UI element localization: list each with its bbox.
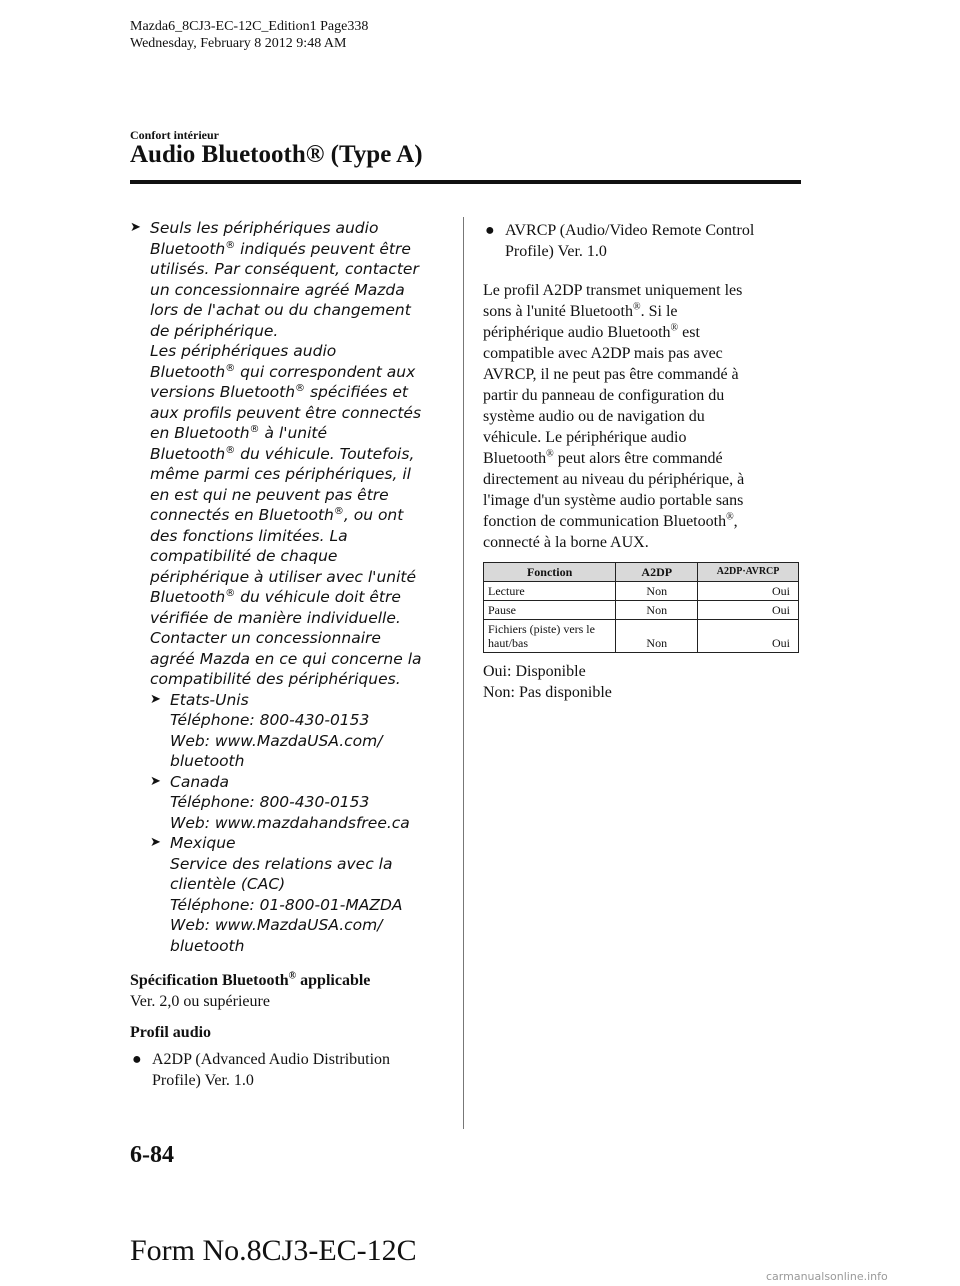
- table-cell: Fichiers (piste) vers le haut/bas: [484, 620, 616, 653]
- title-rule: [130, 180, 801, 184]
- para-line: AVRCP, il ne peut pas être commandé à: [483, 366, 739, 383]
- page-number: 6-84: [130, 1142, 174, 1168]
- para-line: système audio ou de navigation du: [483, 408, 705, 425]
- note-line: des fonctions limitées. La: [150, 526, 348, 545]
- arrow-right-icon: ➤: [150, 835, 161, 850]
- note-line: Contacter un concessionnaire: [150, 629, 381, 647]
- note-line: utilisés. Par conséquent, contacter: [150, 260, 419, 278]
- note-line: Seuls les périphériques audio: [150, 219, 379, 237]
- contact-line: Web: www.MazdaUSA.com/: [170, 916, 383, 934]
- table-header-cell: Fonction: [484, 563, 616, 582]
- table-cell: Lecture: [484, 582, 616, 601]
- column-divider: [463, 217, 464, 1129]
- note-line: de périphérique.: [150, 321, 279, 340]
- page-title: Audio Bluetooth® (Type A): [130, 141, 423, 168]
- contact-canada: [150, 772, 445, 834]
- bullet-line: Profile) Ver. 1.0: [152, 1072, 254, 1089]
- bullet-icon: ●: [485, 222, 495, 239]
- note-line: vérifiée de manière individuelle.: [150, 608, 401, 627]
- legend-no: Non: Pas disponible: [483, 684, 612, 701]
- table-cell: Oui: [698, 620, 799, 653]
- table-row: [484, 620, 799, 653]
- table-cell: Oui: [698, 582, 799, 601]
- para-line: compatible avec A2DP mais pas avec: [483, 345, 723, 362]
- para-line: Bluetooth® peut alors être commandé: [483, 448, 723, 467]
- table-cell: Non: [616, 601, 698, 620]
- table-cell: Non: [616, 582, 698, 601]
- left-column: [130, 218, 445, 1091]
- para-line: sons à l'unité Bluetooth®. Si le: [483, 301, 678, 320]
- note-line: compatibilité des périphériques.: [150, 670, 401, 688]
- spec-value: Ver. 2,0 ou supérieure: [130, 993, 270, 1010]
- table-row: [484, 601, 799, 620]
- table-cell: Pause: [484, 601, 616, 620]
- table-header-cell: A2DP·AVRCP: [698, 563, 799, 582]
- arrow-right-icon: ➤: [150, 773, 161, 789]
- note-line: Bluetooth® du véhicule doit être: [150, 587, 401, 606]
- contact-line: Canada: [170, 772, 229, 791]
- contact-line: Service des relations avec la: [170, 854, 393, 873]
- table-row: [484, 582, 799, 601]
- contact-line: Téléphone: 800-430-0153: [170, 711, 370, 729]
- contact-line: bluetooth: [170, 752, 245, 770]
- contact-line: Etats-Unis: [170, 690, 249, 709]
- legend-yes: Oui: Disponible: [483, 663, 586, 680]
- table-header-cell: A2DP: [616, 563, 698, 582]
- function-table: [483, 562, 799, 653]
- print-header: [130, 18, 368, 52]
- para-line: connecté à la borne AUX.: [483, 534, 649, 551]
- note-line: agréé Mazda en ce qui concerne la: [150, 649, 422, 668]
- list-item: [130, 1049, 445, 1091]
- note-line: compatibilité de chaque: [150, 547, 338, 565]
- note-line: lors de l'achat ou du changement: [150, 301, 411, 319]
- spec-heading: Spécification Bluetooth® applicable: [130, 970, 371, 989]
- contact-line: Web: www.mazdahandsfree.ca: [170, 813, 410, 832]
- arrow-right-icon: ➤: [150, 691, 161, 707]
- note-line: Bluetooth® indiqués peuvent être: [150, 239, 411, 258]
- note-line: un concessionnaire agréé Mazda: [150, 280, 405, 299]
- section-label: Confort intérieur: [130, 128, 219, 142]
- note-line: Les périphériques audio: [150, 342, 337, 360]
- para-line: partir du panneau de configuration du: [483, 387, 725, 404]
- arrow-right-icon: ➤: [130, 220, 141, 235]
- contact-line: Téléphone: 01-800-01-MAZDA: [170, 895, 403, 914]
- print-header-line2: Wednesday, February 8 2012 9:48 AM: [130, 36, 347, 51]
- contact-line: Mexique: [170, 834, 236, 852]
- note-line: périphérique à utiliser avec l'unité: [150, 567, 417, 586]
- para-line: directement au niveau du périphérique, à: [483, 471, 745, 488]
- bullet-line: AVRCP (Audio/Video Remote Control: [505, 222, 755, 239]
- note-line: aux profils peuvent être connectés: [150, 403, 422, 422]
- contact-line: Téléphone: 800-430-0153: [170, 793, 370, 811]
- contact-mexico: [150, 833, 445, 956]
- para-line: véhicule. Le périphérique audio: [483, 429, 687, 446]
- para-line: l'image d'un système audio portable sans: [483, 492, 744, 509]
- bullet-line: Profile) Ver. 1.0: [505, 243, 607, 260]
- contact-line: clientèle (CAC): [170, 875, 286, 893]
- note-line: versions Bluetooth® spécifiées et: [150, 382, 408, 401]
- watermark: carmanualsonline.info: [766, 1270, 888, 1283]
- profile-heading: Profil audio: [130, 1024, 212, 1041]
- contact-line: Web: www.MazdaUSA.com/: [170, 731, 383, 750]
- note-line: connectés en Bluetooth®, ou ont: [150, 505, 404, 524]
- contact-usa: [150, 690, 445, 772]
- right-column: [483, 220, 803, 703]
- note-line: en est qui ne peuvent pas être: [150, 485, 389, 504]
- table-header-row: [484, 563, 799, 582]
- para-line: fonction de communication Bluetooth®,: [483, 511, 738, 530]
- note-line: Bluetooth® qui correspondent aux: [150, 362, 416, 381]
- note-block: [130, 218, 445, 956]
- table-cell: Oui: [698, 601, 799, 620]
- para-line: Le profil A2DP transmet uniquement les: [483, 282, 743, 299]
- table-cell: Non: [616, 620, 698, 653]
- contact-line: bluetooth: [170, 936, 245, 955]
- print-header-line1: Mazda6_8CJ3-EC-12C_Edition1 Page338: [130, 19, 369, 34]
- list-item: [483, 220, 803, 262]
- bullet-icon: ●: [132, 1051, 142, 1068]
- para-line: périphérique audio Bluetooth® est: [483, 322, 700, 341]
- note-line: Bluetooth® du véhicule. Toutefois,: [150, 444, 415, 463]
- explanation-paragraph: [483, 280, 803, 553]
- note-line: même parmi ces périphériques, il: [150, 465, 411, 483]
- form-number: Form No.8CJ3-EC-12C: [130, 1234, 417, 1267]
- bullet-line: A2DP (Advanced Audio Distribution: [152, 1051, 391, 1068]
- note-line: en Bluetooth® à l'unité: [150, 423, 328, 442]
